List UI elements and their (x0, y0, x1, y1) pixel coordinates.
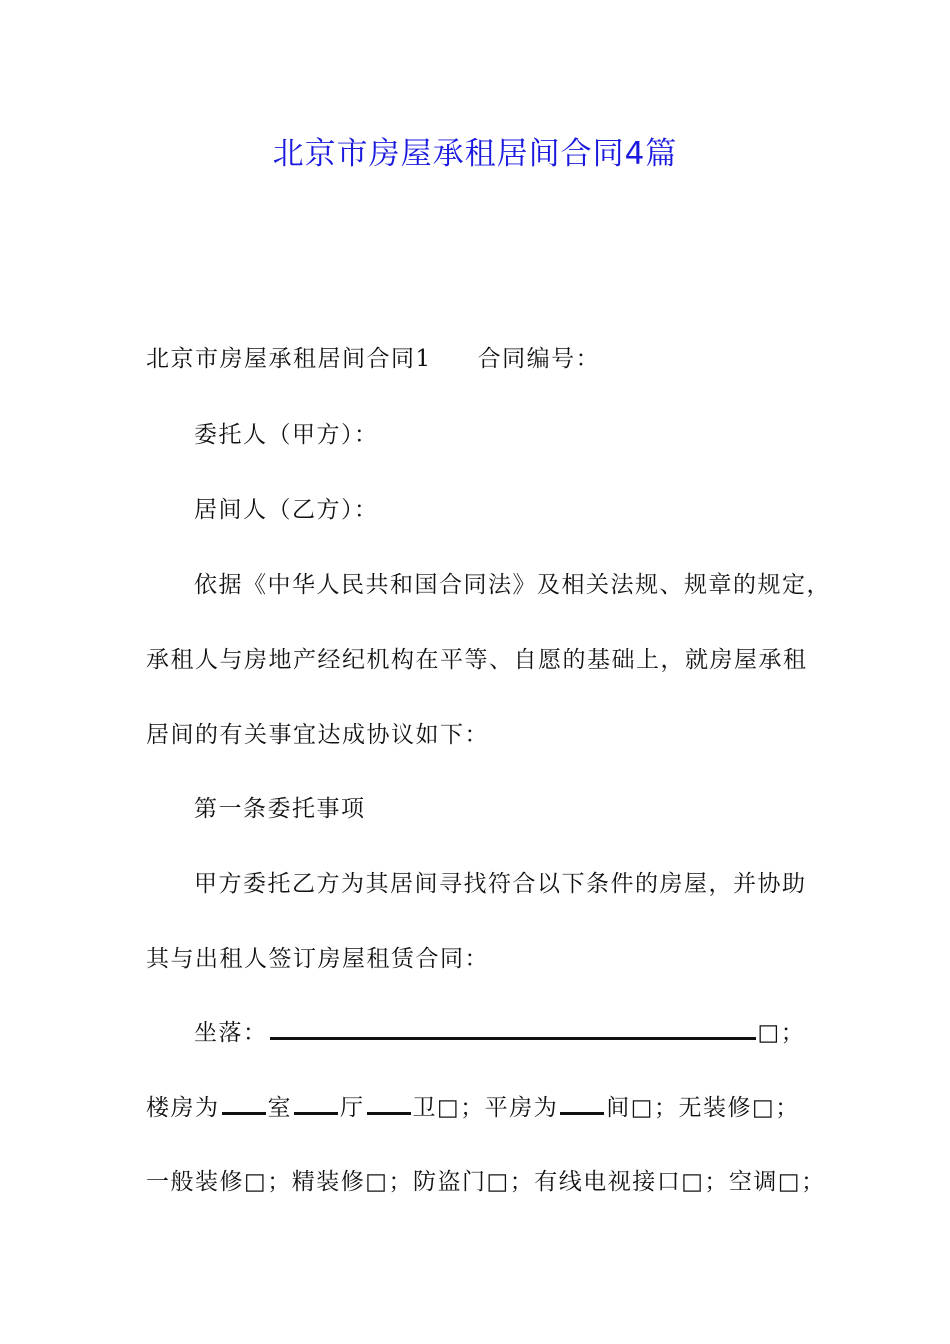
paragraph-text: 其与出租人签订房屋租赁合同： (146, 946, 489, 972)
hall-blank[interactable] (294, 1094, 338, 1115)
paragraph-text: 居间的有关事宜达成协议如下： (146, 722, 489, 748)
location-end: □； (757, 1020, 806, 1046)
contract-heading-line (146, 344, 600, 374)
options-line: 一般装修□；精装修□；防盗门□；有线电视接口□；空调□； (146, 1169, 826, 1195)
paragraph-text: 甲方委托乙方为其居间寻找符合以下条件的房屋，并协助 (194, 871, 807, 897)
bungalow-blank[interactable] (560, 1094, 604, 1115)
location-blank[interactable] (270, 1019, 756, 1040)
agent-label: 居间人（乙方）： (194, 497, 379, 523)
article-heading: 第一条委托事项 (194, 796, 366, 822)
location-line (194, 1018, 805, 1048)
paragraph-text: 承租人与房地产经纪机构在平等、自愿的基础上，就房屋承租 (146, 647, 808, 673)
location-label: 坐落： (194, 1020, 268, 1046)
page-title: 北京市房屋承租居间合同4篇 (272, 136, 678, 172)
bath-text: 卫□；平房为 (412, 1095, 559, 1121)
bungalow-text: 间□；无装修□； (606, 1095, 800, 1121)
paragraph-text: 依据《中华人民共和国合同法》及相关法规、规章的规定， (194, 572, 831, 598)
client-label: 委托人（甲方）： (194, 422, 379, 448)
hall-text: 厅 (340, 1095, 365, 1121)
room-line (146, 1093, 800, 1123)
room-text: 室 (267, 1095, 292, 1121)
bath-blank[interactable] (367, 1094, 411, 1115)
room-blank[interactable] (222, 1094, 266, 1115)
contract-subtitle: 北京市房屋承租居间合同1 (146, 346, 432, 372)
room-text: 楼房为 (146, 1095, 220, 1121)
contract-number-label: 合同编号： (477, 346, 601, 372)
